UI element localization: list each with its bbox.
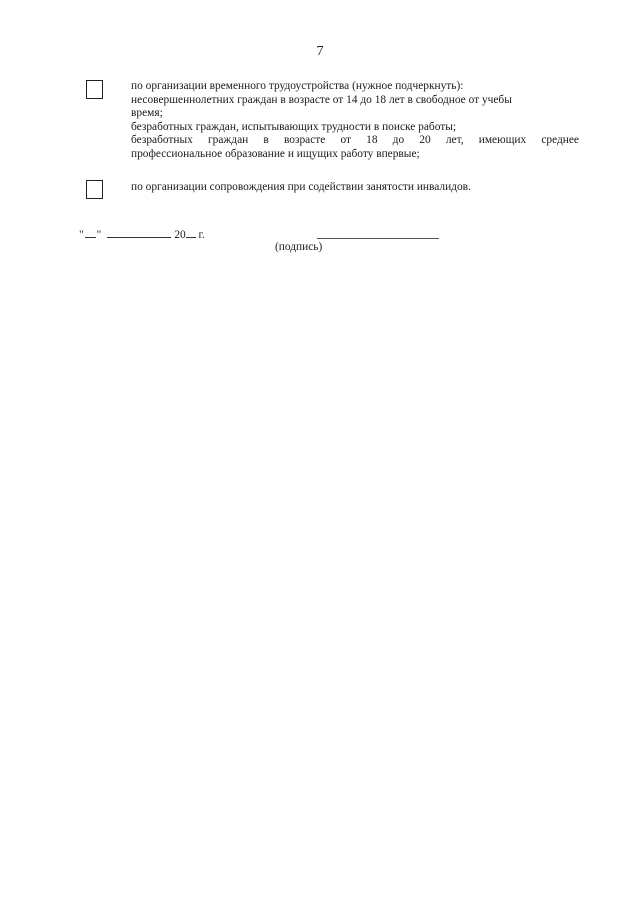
signature-line[interactable] <box>317 238 439 239</box>
option-disabled-support <box>131 181 579 195</box>
option-line: безработных граждан, испытывающих трудности в поиске работы; <box>131 120 457 133</box>
option-line: по организации сопровождения при содействии занятости инвалидов. <box>131 181 471 193</box>
option-line: профессиональное образование и ищущих работу впервые; <box>131 147 420 160</box>
quote-close: " <box>96 229 102 241</box>
quote-open: " <box>79 229 84 241</box>
checkbox-temporary-employment[interactable] <box>86 80 103 99</box>
option-line: несовершеннолетних граждан в возрасте от 14 до 18 лет в свободное от учебы <box>131 93 512 106</box>
month-blank[interactable] <box>107 226 171 238</box>
option-line: по организации временного трудоустройства (нужное подчеркнуть): <box>131 80 464 92</box>
checkbox-disabled-support[interactable] <box>86 180 103 199</box>
option-temporary-employment <box>131 80 579 162</box>
page-number: 7 <box>316 44 324 59</box>
date-line <box>79 226 205 241</box>
signature-label: (подпись) <box>275 241 323 253</box>
day-blank[interactable] <box>85 226 96 238</box>
year-prefix: 20 <box>174 229 186 241</box>
year-blank[interactable] <box>186 226 196 238</box>
option-line: безработных граждан в возрасте от 18 до 20 лет, имеющих среднее <box>131 134 579 147</box>
option-line: время; <box>131 107 163 120</box>
year-suffix: г. <box>195 229 205 241</box>
